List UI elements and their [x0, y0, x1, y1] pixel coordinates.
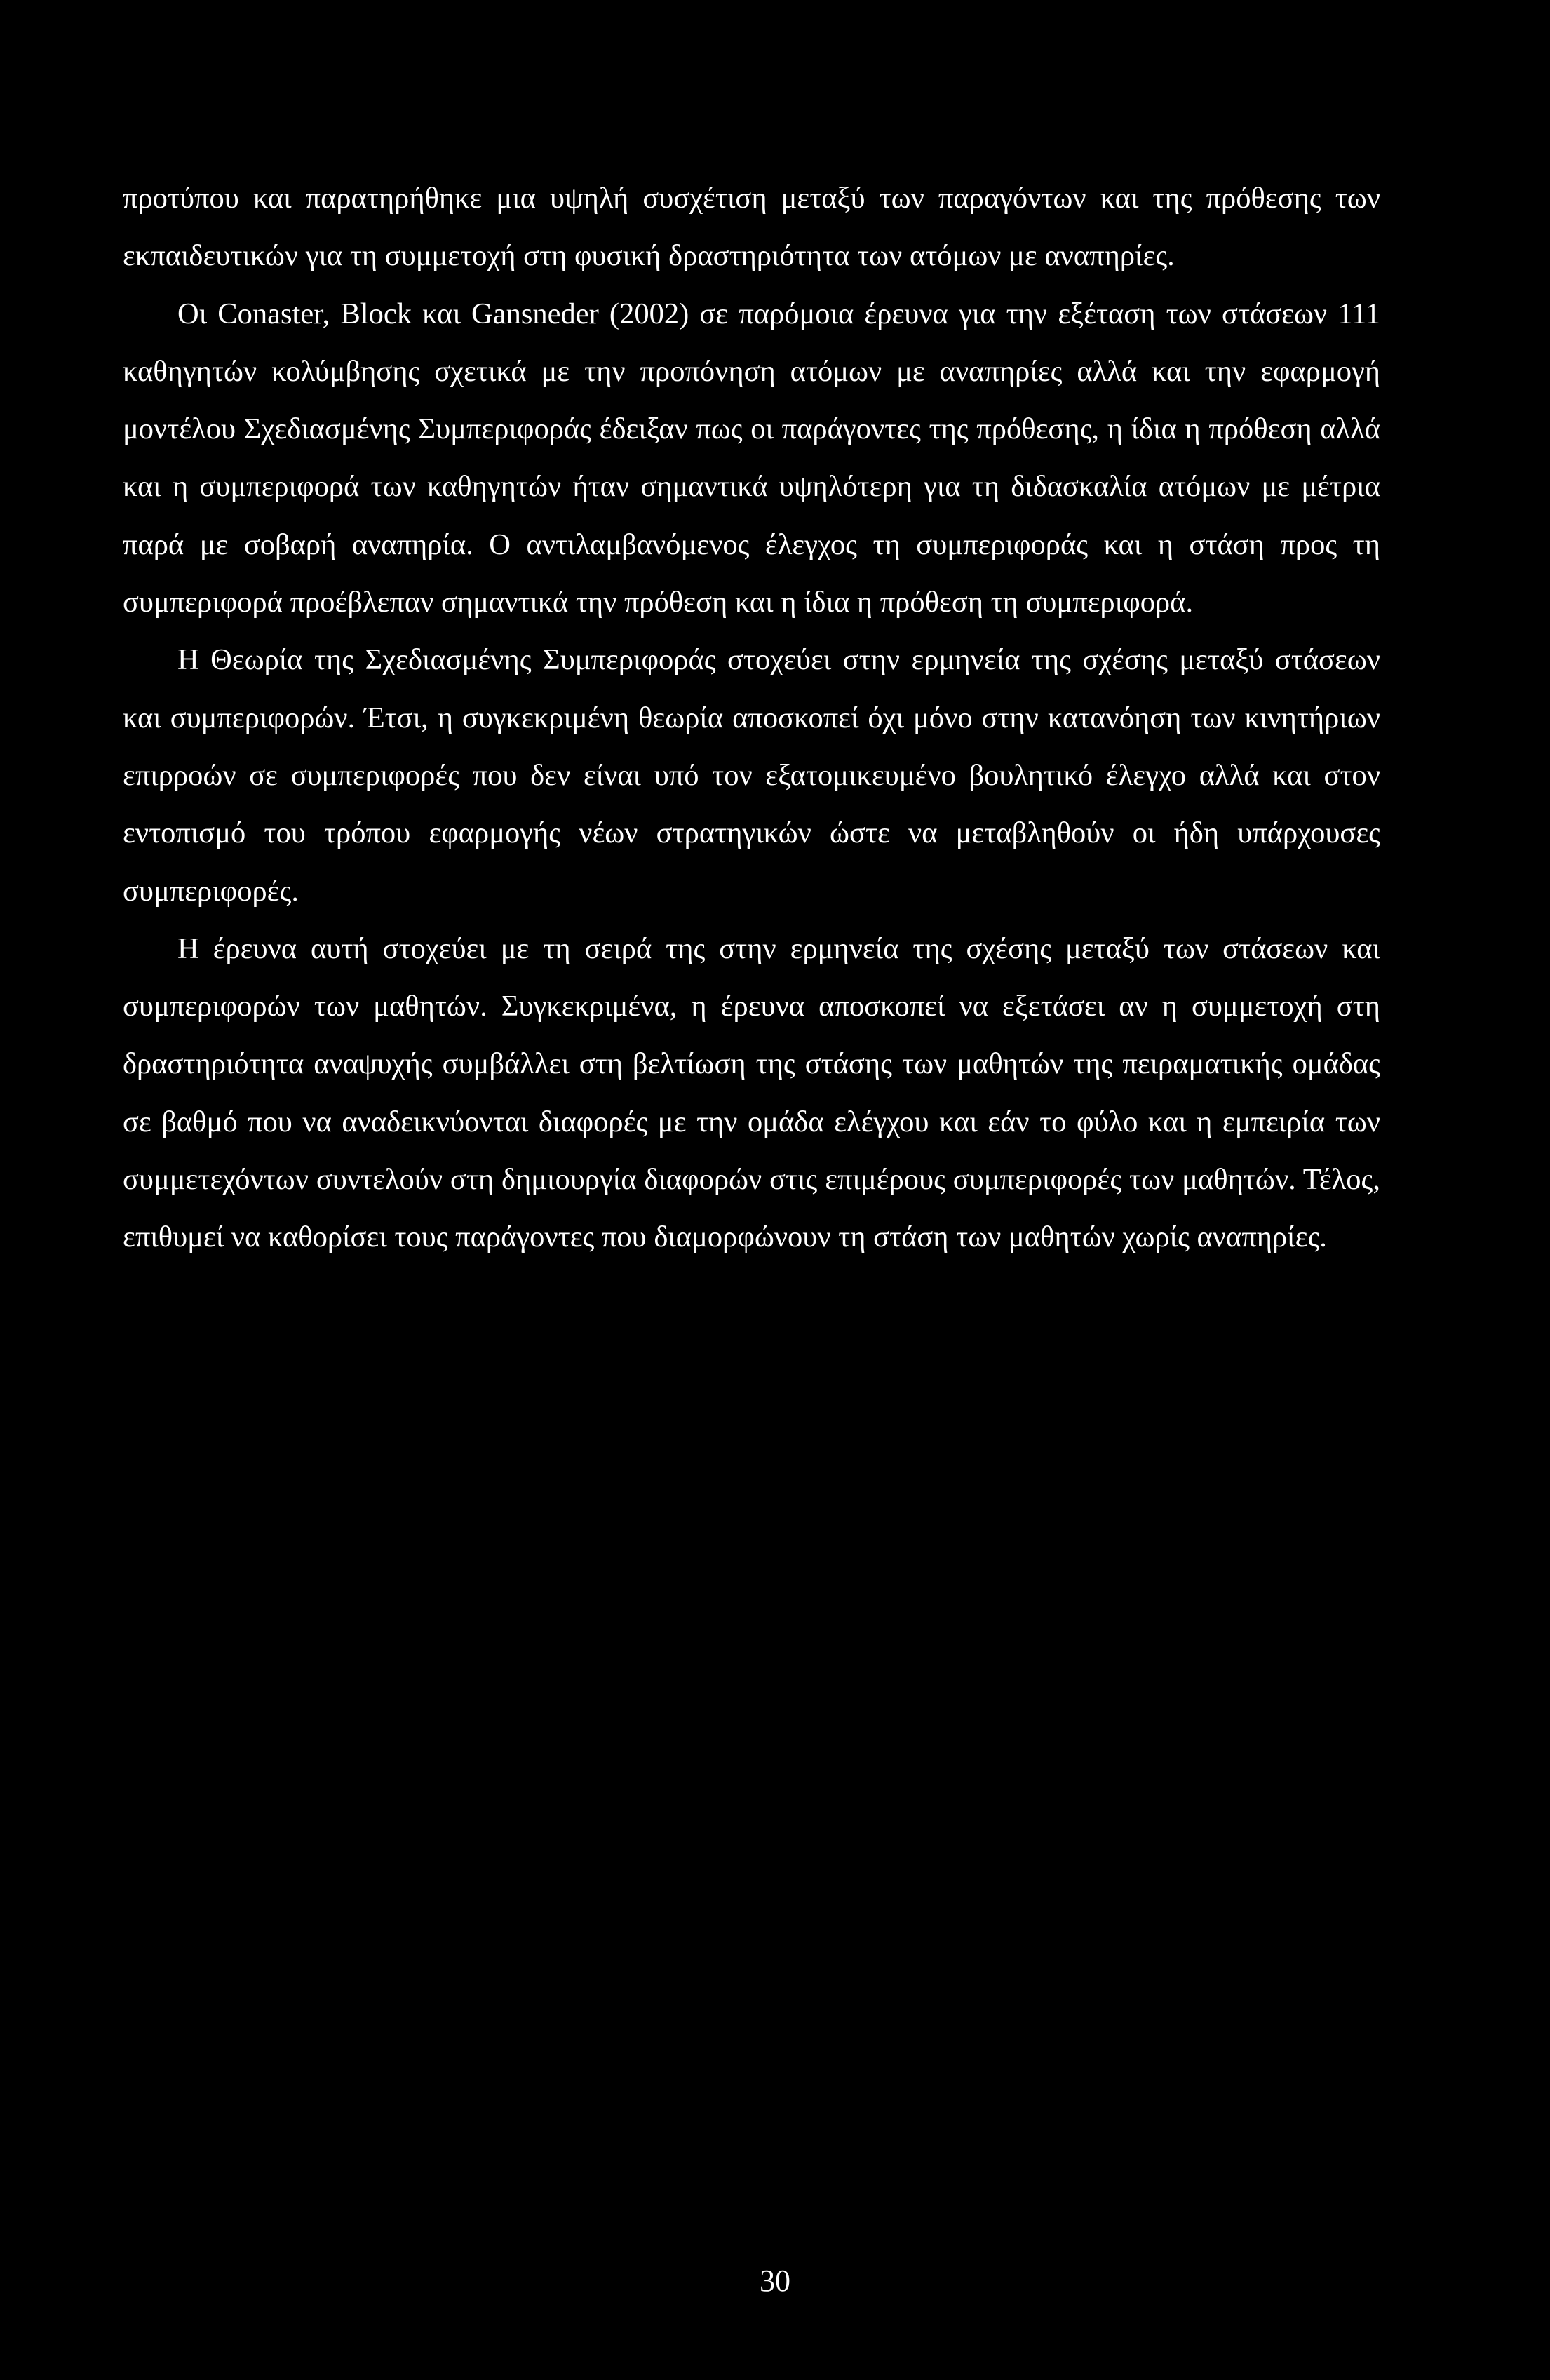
- paragraph-continuation: προτύπου και παρατηρήθηκε μια υψηλή συσχέτιση μεταξύ των παραγόντων και της πρόθεσης των εκπαιδευτικών για τη συμμετοχή στη φυσική δραστηριότητα των ατόμων με αναπηρίες.: [123, 182, 1380, 273]
- body-text: [123, 170, 1380, 1267]
- page-number: 30: [760, 2264, 790, 2298]
- paragraph-research-aims: Η έρευνα αυτή στοχεύει με τη σειρά της στην ερμηνεία της σχέσης μεταξύ των στάσεων και συμπεριφορών των μαθητών. Συγκεκριμένα, η έρευνα αποσκοπεί να εξετάσει αν η συμμετοχή στη δραστηριότητα αναψυχής συμβάλλει στη βελτίωση της στάσης των μαθητών της πειραματικής ομάδας σε βαθμό που να αναδεικνύονται διαφορές με την ομάδα ελέγχου και εάν το φύλο και η εμπειρία των συμμετεχόντων συντελούν στη δημιουργία διαφορών στις επιμέρους συμπεριφορές των μαθητών. Τέλος, επιθυμεί να καθορίσει τους παράγοντες που διαμορφώνουν τη στάση των μαθητών χωρίς αναπηρίες.: [123, 932, 1380, 1254]
- paragraph-planned-behavior-theory: Η Θεωρία της Σχεδιασμένης Συμπεριφοράς στοχεύει στην ερμηνεία της σχέσης μεταξύ στάσεων και συμπεριφορών. Έτσι, η συγκεκριμένη θεωρία αποσκοπεί όχι μόνο στην κατανόηση των κινητήριων επιρροών σε συμπεριφορές που δεν είναι υπό τον εξατομικευμένο βουλητικό έλεγχο αλλά και στον εντοπισμό του τρόπου εφαρμογής νέων στρατηγικών ώστε να μεταβληθούν οι ήδη υπάρχουσες συμπεριφορές.: [123, 643, 1380, 908]
- paragraph-conaster-study: Οι Conaster, Block και Gansneder (2002) σε παρόμοια έρευνα για την εξέταση των στάσεων 111 καθηγητών κολύμβησης σχετικά με την προπόνηση ατόμων με αναπηρίες αλλά και την εφαρμογή μοντέλου Σχεδιασμένης Συμπεριφοράς έδειξαν πως οι παράγοντες της πρόθεσης, η ίδια η πρόθεση αλλά και η συμπεριφορά των καθηγητών ήταν σημαντικά υψηλότερη για τη διδασκαλία ατόμων με μέτρια παρά με σοβαρή αναπηρία. Ο αντιλαμβανόμενος έλεγχος τη συμπεριφοράς και η στάση προς τη συμπεριφορά προέβλεπαν σημαντικά την πρόθεση και η ίδια η πρόθεση τη συμπεριφορά.: [123, 297, 1380, 619]
